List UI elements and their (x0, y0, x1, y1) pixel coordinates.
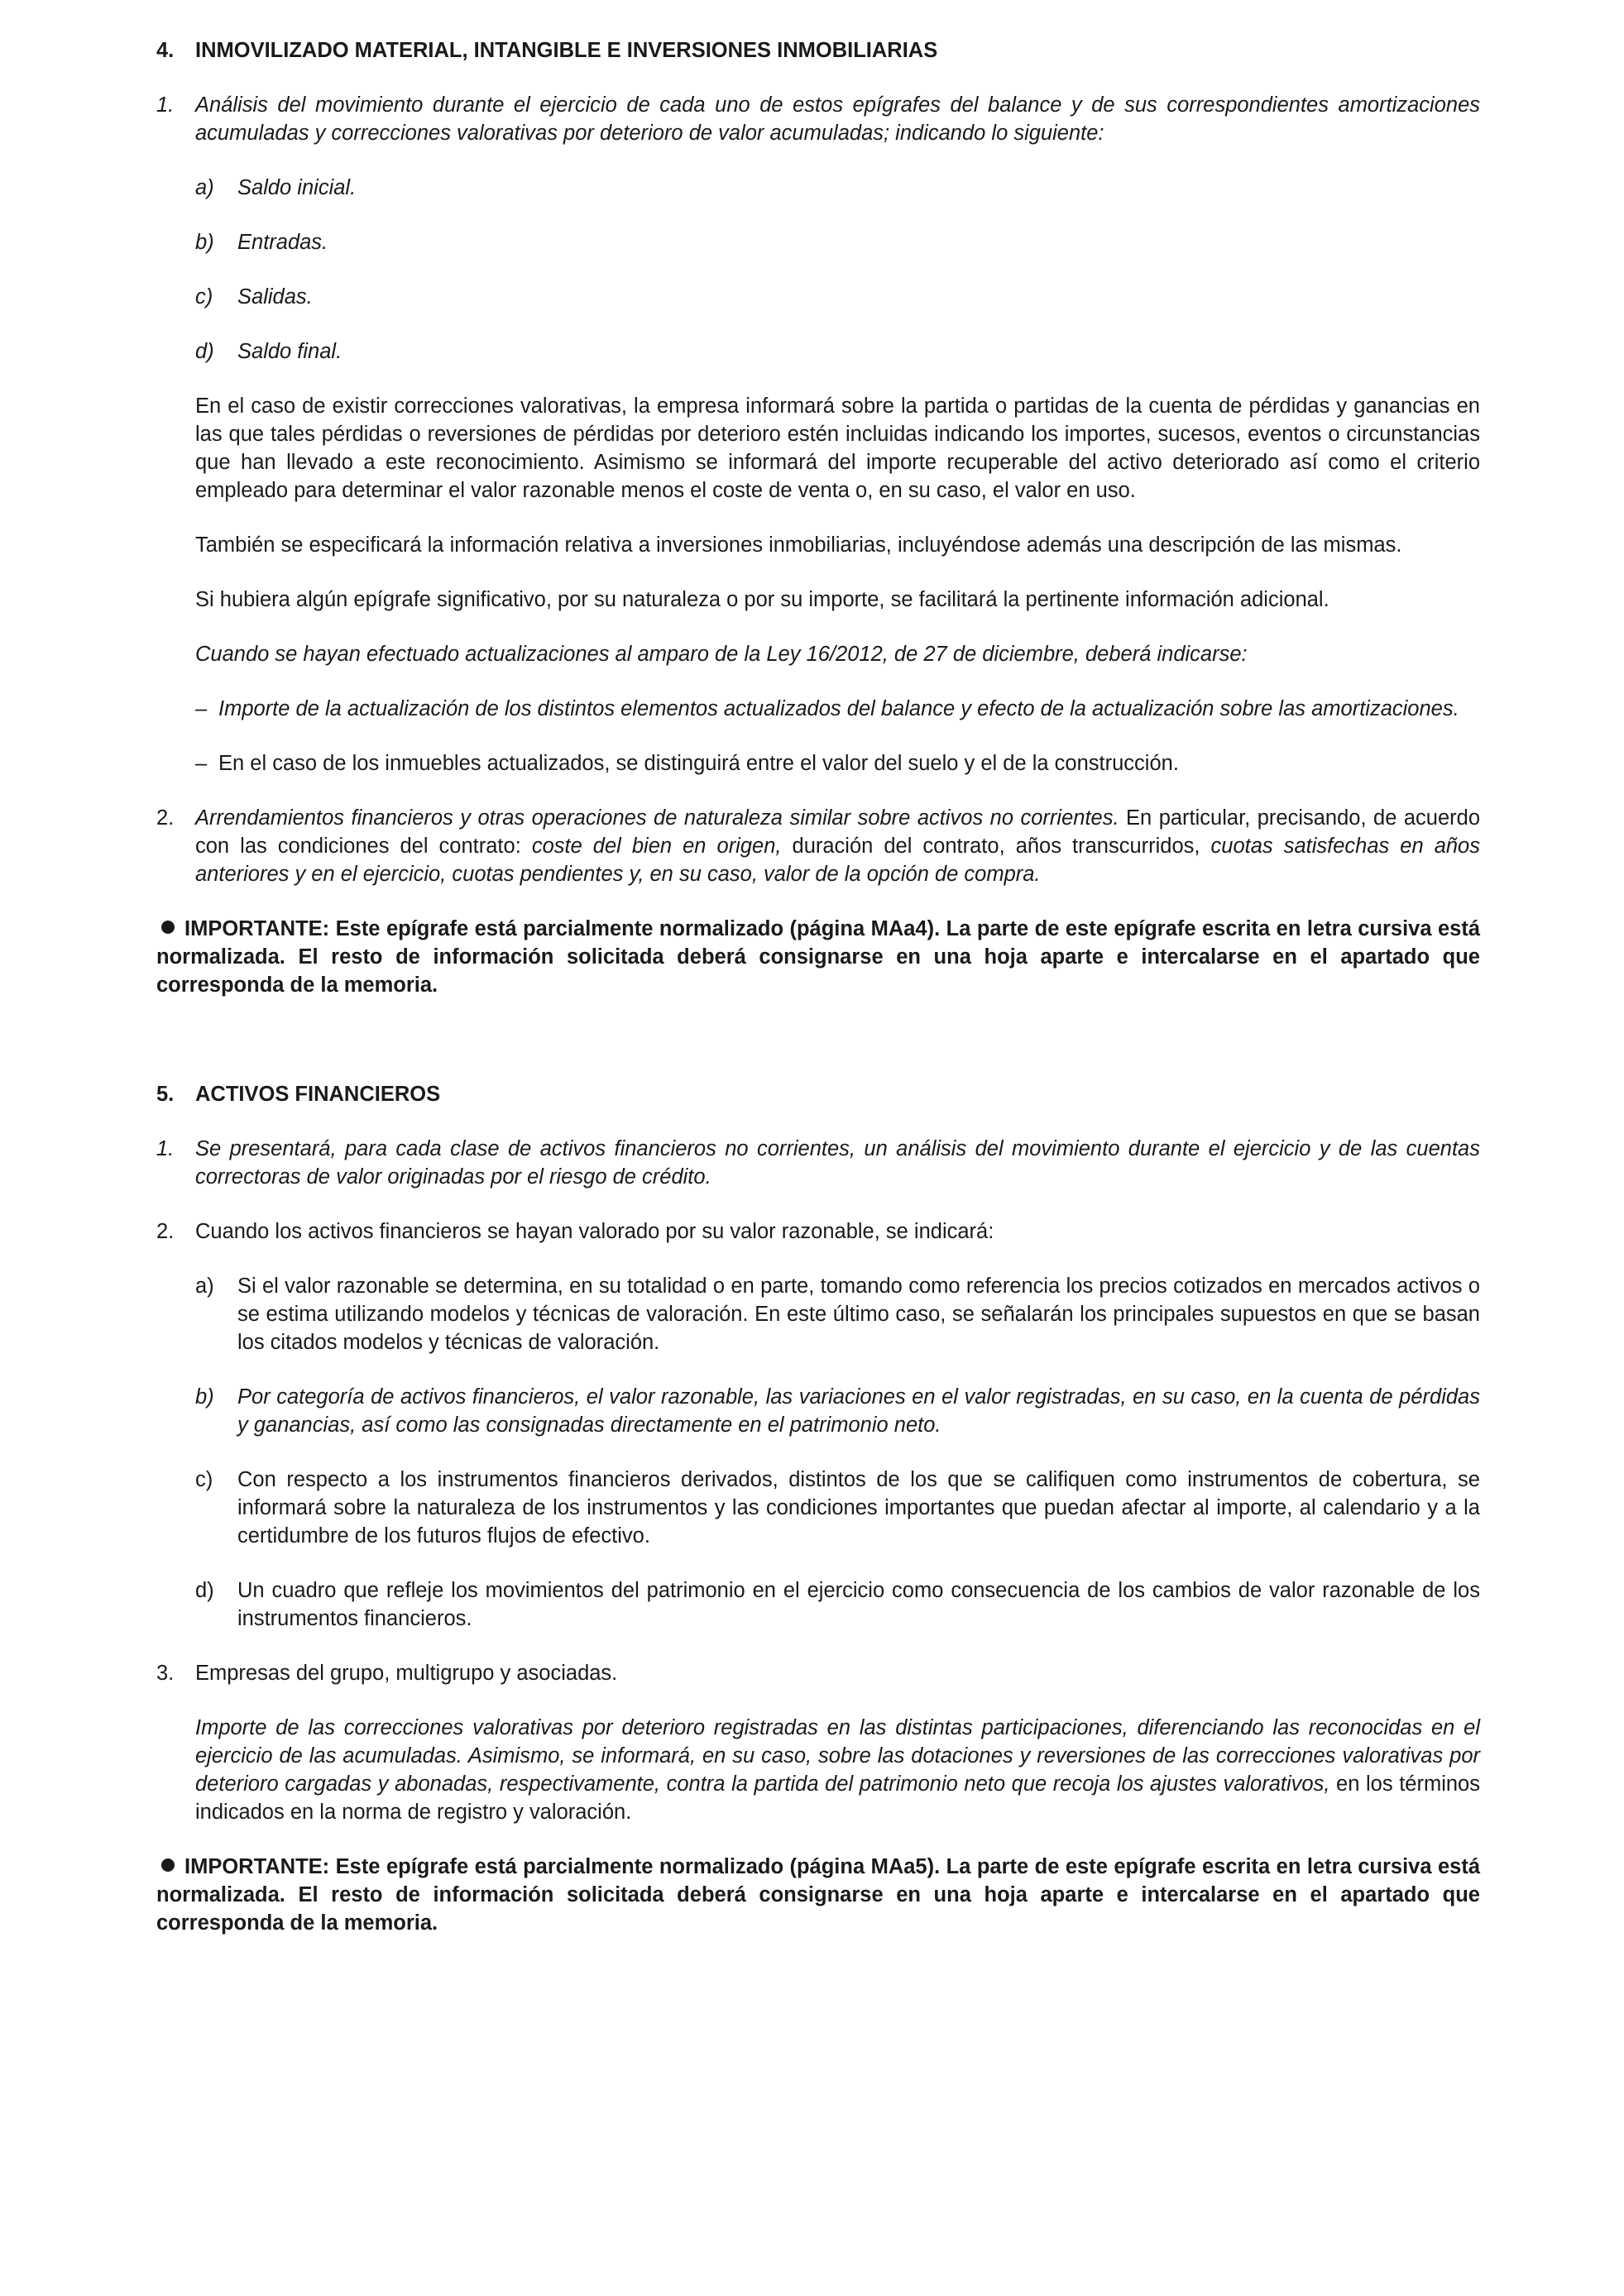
important-text: IMPORTANTE: Este epígrafe está parcialmente normalizado (página MAa4). La parte de este epígrafe escrita en letra cursiva está normalizada. El resto de información solicitada deberá consignarse en una hoja aparte e intercalarse en el apartado que corresponda de la memoria. (156, 917, 1480, 997)
important-text: IMPORTANTE: Este epígrafe está parcialmente normalizado (página MAa5). La parte de este epígrafe escrita en letra cursiva está normalizada. El resto de información solicitada deberá consignarse en una hoja aparte e intercalarse en el apartado que corresponda de la memoria. (156, 1855, 1480, 1935)
sub-item (195, 337, 1480, 366)
paragraph-italic: Importe de las correcciones valorativas por deterioro registradas en las distintas participaciones, diferenciando las reconocidas en el ejercicio de las acumuladas. Asimismo, se informará, en su caso, sobre las dotaciones y reversiones de las correcciones valorativas por deterioro cargadas y abonadas, respectivamente, contra la partida del patrimonio neto que recoja los ajustes valorativos, (195, 1716, 1480, 1796)
sub-item-letter: a) (195, 1275, 214, 1298)
section-title: INMOVILIZADO MATERIAL, INTANGIBLE E INVERSIONES INMOBILIARIAS (195, 39, 938, 62)
sub-item-letter: d) (195, 340, 214, 363)
list-item (156, 804, 1480, 888)
item-number: 3. (156, 1662, 175, 1685)
document-page (156, 36, 1480, 1964)
paragraph: En el caso de existir correcciones valorativas, la empresa informará sobre la partida o partidas de la cuenta de pérdidas y ganancias en las que tales pérdidas o reversiones de pérdidas por deterioro estén incluidas indicando los importes, sucesos, eventos o circunstancias que han llevado a este reconocimiento. Asimismo se informará del importe recuperable del activo deteriorado así como el criterio empleado para determinar el valor razonable menos el coste de venta o, en su caso, el valor en uso. (195, 395, 1480, 502)
dash-item (195, 749, 1480, 777)
sub-item-letter: b) (195, 1385, 214, 1409)
item-number: 2. (156, 1220, 175, 1243)
paragraph-plain: en los términos indicados en la norma de registro y valoración. (195, 1772, 1480, 1824)
sub-item-text: Un cuadro que refleje los movimientos del patrimonio en el ejercicio como consecuencia de los cambios de valor razonable de los instrumentos financieros. (237, 1579, 1480, 1630)
paragraph: También se especificará la información relativa a inversiones inmobiliarias, incluyéndose además una descripción de las mismas. (195, 533, 1402, 557)
sub-item (195, 283, 1480, 311)
sub-item-text: Entradas. (237, 231, 328, 254)
section-4-heading (156, 36, 1480, 65)
item-text-plain: En particular, precisando, de acuerdo con las condiciones del contrato: (195, 806, 1481, 858)
item-number: 1. (156, 93, 175, 117)
list-item (156, 1217, 1480, 1246)
item-text: Análisis del movimiento durante el ejercicio de cada uno de estos epígrafes del balance y de sus correspondientes amortizaciones acumuladas y correcciones valorativas por deterioro de valor acumuladas; indicando lo siguiente: (195, 93, 1480, 145)
section-5-heading (156, 1080, 1480, 1108)
item-number: 2. (156, 806, 175, 830)
sub-item-text: Salidas. (237, 285, 313, 309)
sub-item (195, 174, 1480, 202)
item-number: 1. (156, 1137, 175, 1160)
sub-item (195, 1466, 1480, 1550)
item-text-plain: duración del contrato, años transcurridos, (781, 835, 1211, 858)
list-item (156, 1135, 1480, 1191)
item-text-italic: Arrendamientos financieros y otras operaciones de naturaleza similar sobre activos no corrientes. (195, 806, 1119, 830)
dash-item-text: En el caso de los inmuebles actualizados, se distinguirá entre el valor del suelo y el de la construcción. (218, 752, 1179, 775)
item-text: Se presentará, para cada clase de activos financieros no corrientes, un análisis del movimiento durante el ejercicio y de las cuentas correctoras de valor originadas por el riesgo de crédito. (195, 1137, 1480, 1189)
sub-item-text: Si el valor razonable se determina, en su totalidad o en parte, tomando como referencia los precios cotizados en mercados activos o se estima utilizando modelos y técnicas de valoración. En este último caso, se señalarán los principales supuestos en que se basan los citados modelos y técnicas de valoración. (237, 1275, 1480, 1354)
important-note (156, 915, 1480, 999)
sub-item-letter: c) (195, 1468, 213, 1491)
sub-item-letter: c) (195, 285, 213, 309)
sub-item (195, 1576, 1480, 1633)
sub-item-text: Saldo final. (237, 340, 343, 363)
dash-item-text: Importe de la actualización de los distintos elementos actualizados del balance y efecto de la actualización sobre las amortizaciones. (218, 697, 1459, 720)
item-text: Cuando los activos financieros se hayan valorado por su valor razonable, se indicará: (195, 1220, 994, 1243)
sub-item-letter: a) (195, 176, 214, 199)
sub-item-text: Por categoría de activos financieros, el valor razonable, las variaciones en el valor registradas, en su caso, en la cuenta de pérdidas y ganancias, así como las consignadas directamente en el patrimonio neto. (237, 1385, 1480, 1437)
item-text (195, 804, 1480, 888)
paragraph (195, 1714, 1480, 1826)
sub-item-letter: d) (195, 1579, 214, 1602)
item-text: Empresas del grupo, multigrupo y asociadas. (195, 1662, 618, 1685)
sub-item (195, 228, 1480, 256)
sub-item (195, 1383, 1480, 1439)
sub-item-letter: b) (195, 231, 214, 254)
bullet-icon (161, 1858, 175, 1872)
item-text-italic: cuotas satisfechas en años anteriores y en el ejercicio, cuotas pendientes y, en su caso, valor de la opción de compra. (195, 835, 1480, 886)
paragraph: Si hubiera algún epígrafe significativo, por su naturaleza o por su importe, se facilitará la pertinente información adicional. (195, 588, 1329, 611)
sub-item (195, 1272, 1480, 1356)
bullet-icon (161, 921, 175, 934)
dash-item (195, 695, 1480, 723)
sub-item-text: Con respecto a los instrumentos financieros derivados, distintos de los que se califiquen como instrumentos de cobertura, se informará sobre la naturaleza de los instrumentos y las condiciones importantes que puedan afectar al importe, al calendario y a la certidumbre de los futuros flujos de efectivo. (237, 1468, 1480, 1547)
list-item (156, 1659, 1480, 1687)
section-number: 5. (156, 1083, 175, 1106)
item-text-italic: coste del bien en origen, (531, 835, 782, 858)
section-title: ACTIVOS FINANCIEROS (195, 1083, 441, 1106)
list-item (156, 91, 1480, 147)
dash-mark: – (195, 752, 208, 775)
sub-item-text: Saldo inicial. (237, 176, 357, 199)
dash-mark: – (195, 697, 208, 720)
paragraph: Cuando se hayan efectuado actualizaciones al amparo de la Ley 16/2012, de 27 de diciembre, deberá indicarse: (195, 643, 1248, 666)
section-number: 4. (156, 39, 175, 62)
important-note (156, 1853, 1480, 1937)
